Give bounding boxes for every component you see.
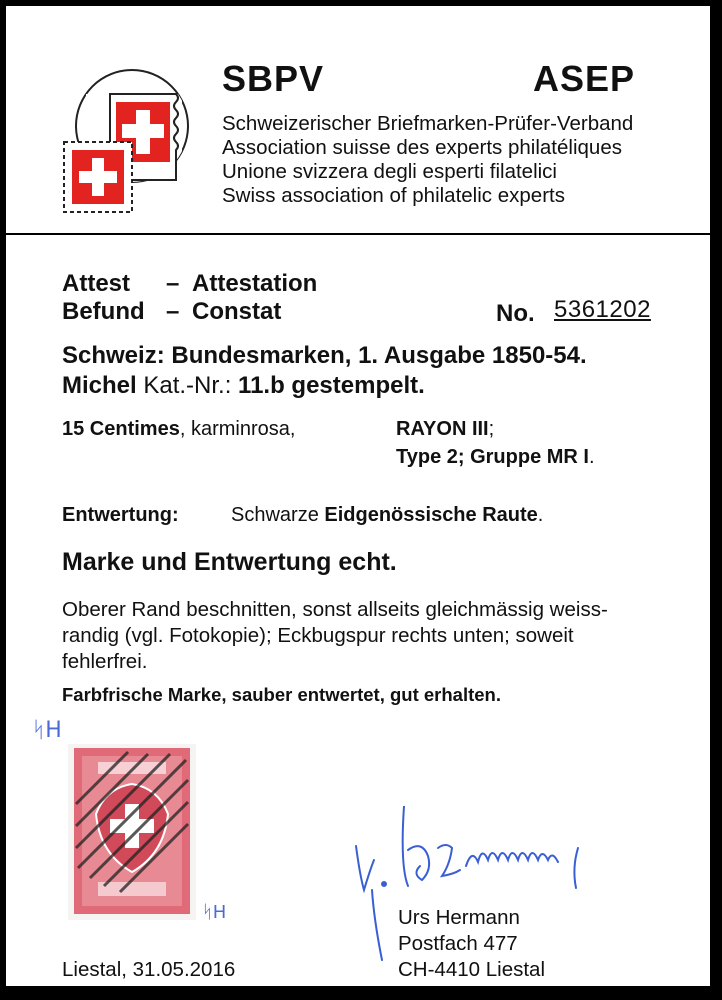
denomination-line <box>62 418 295 441</box>
stamp-image <box>68 744 196 920</box>
sbpv-logo <box>60 54 200 214</box>
denomination: 15 Centimes <box>62 418 180 440</box>
rayon-punct: ; <box>488 418 495 440</box>
title-constat: Constat <box>192 298 282 325</box>
title-dash-1: – <box>166 270 180 297</box>
catalogue-michel: Michel <box>62 372 137 399</box>
expert-mark-top: ᛋH <box>32 718 62 743</box>
catalogue-label: Kat.-Nr.: <box>136 372 239 399</box>
letterhead <box>6 6 710 233</box>
brand-asep: ASEP <box>533 58 636 99</box>
expert-mark-bottom: ᛋH <box>202 902 227 923</box>
denomination-color: , karminrosa, <box>179 418 296 440</box>
association-name-en: Swiss association of philatelic experts <box>222 184 565 207</box>
association-name-it: Unione svizzera degli esperti filatelici <box>222 160 557 183</box>
type-group: Type 2; Gruppe MR I <box>396 446 589 468</box>
issue-line: Schweiz: Bundesmarken, 1. Ausgabe 1850-54. <box>62 342 587 369</box>
header-divider <box>6 233 710 235</box>
rayon: RAYON III <box>396 418 489 440</box>
cancellation-punct: . <box>537 504 544 526</box>
certificate-number: 5361202 <box>554 296 651 323</box>
brand-sbpv: SBPV <box>222 58 325 99</box>
type-punct: . <box>588 446 595 468</box>
condition-line-1: Oberer Rand beschnitten, sonst allseits gleichmässig weiss- <box>62 598 608 621</box>
association-name-fr: Association suisse des experts philatéliques <box>222 136 622 159</box>
catalogue-line <box>62 372 425 400</box>
summary: Farbfrische Marke, sauber entwertet, gut erhalten. <box>62 684 501 705</box>
title-dash-2: – <box>166 298 180 325</box>
condition-line-3: fehlerfrei. <box>62 650 148 673</box>
cancellation-value <box>231 504 543 527</box>
verdict: Marke und Entwertung echt. <box>62 548 397 576</box>
certificate-sheet <box>4 4 712 988</box>
examiner-address-1: Postfach 477 <box>398 932 518 955</box>
condition-line-2: randig (vgl. Fotokopie); Eckbugspur rechts unten; soweit <box>62 624 574 647</box>
cancellation-label: Entwertung: <box>62 504 179 526</box>
examiner-name: Urs Hermann <box>398 906 520 929</box>
title-attestation: Attestation <box>192 270 318 297</box>
type-line <box>396 446 595 469</box>
cancellation-type: Eidgenössische Raute <box>324 504 538 526</box>
examiner-address-2: CH-4410 Liestal <box>398 958 545 981</box>
catalogue-number: 11.b gestempelt. <box>238 372 425 399</box>
rayon-line <box>396 418 494 441</box>
cancellation-color: Schwarze <box>231 504 325 526</box>
place-date: Liestal, 31.05.2016 <box>62 958 236 981</box>
title-befund: Befund <box>62 298 145 325</box>
association-name-de: Schweizerischer Briefmarken-Prüfer-Verband <box>222 112 634 135</box>
certificate-number-label: No. <box>496 300 535 327</box>
title-attest: Attest <box>62 270 131 297</box>
